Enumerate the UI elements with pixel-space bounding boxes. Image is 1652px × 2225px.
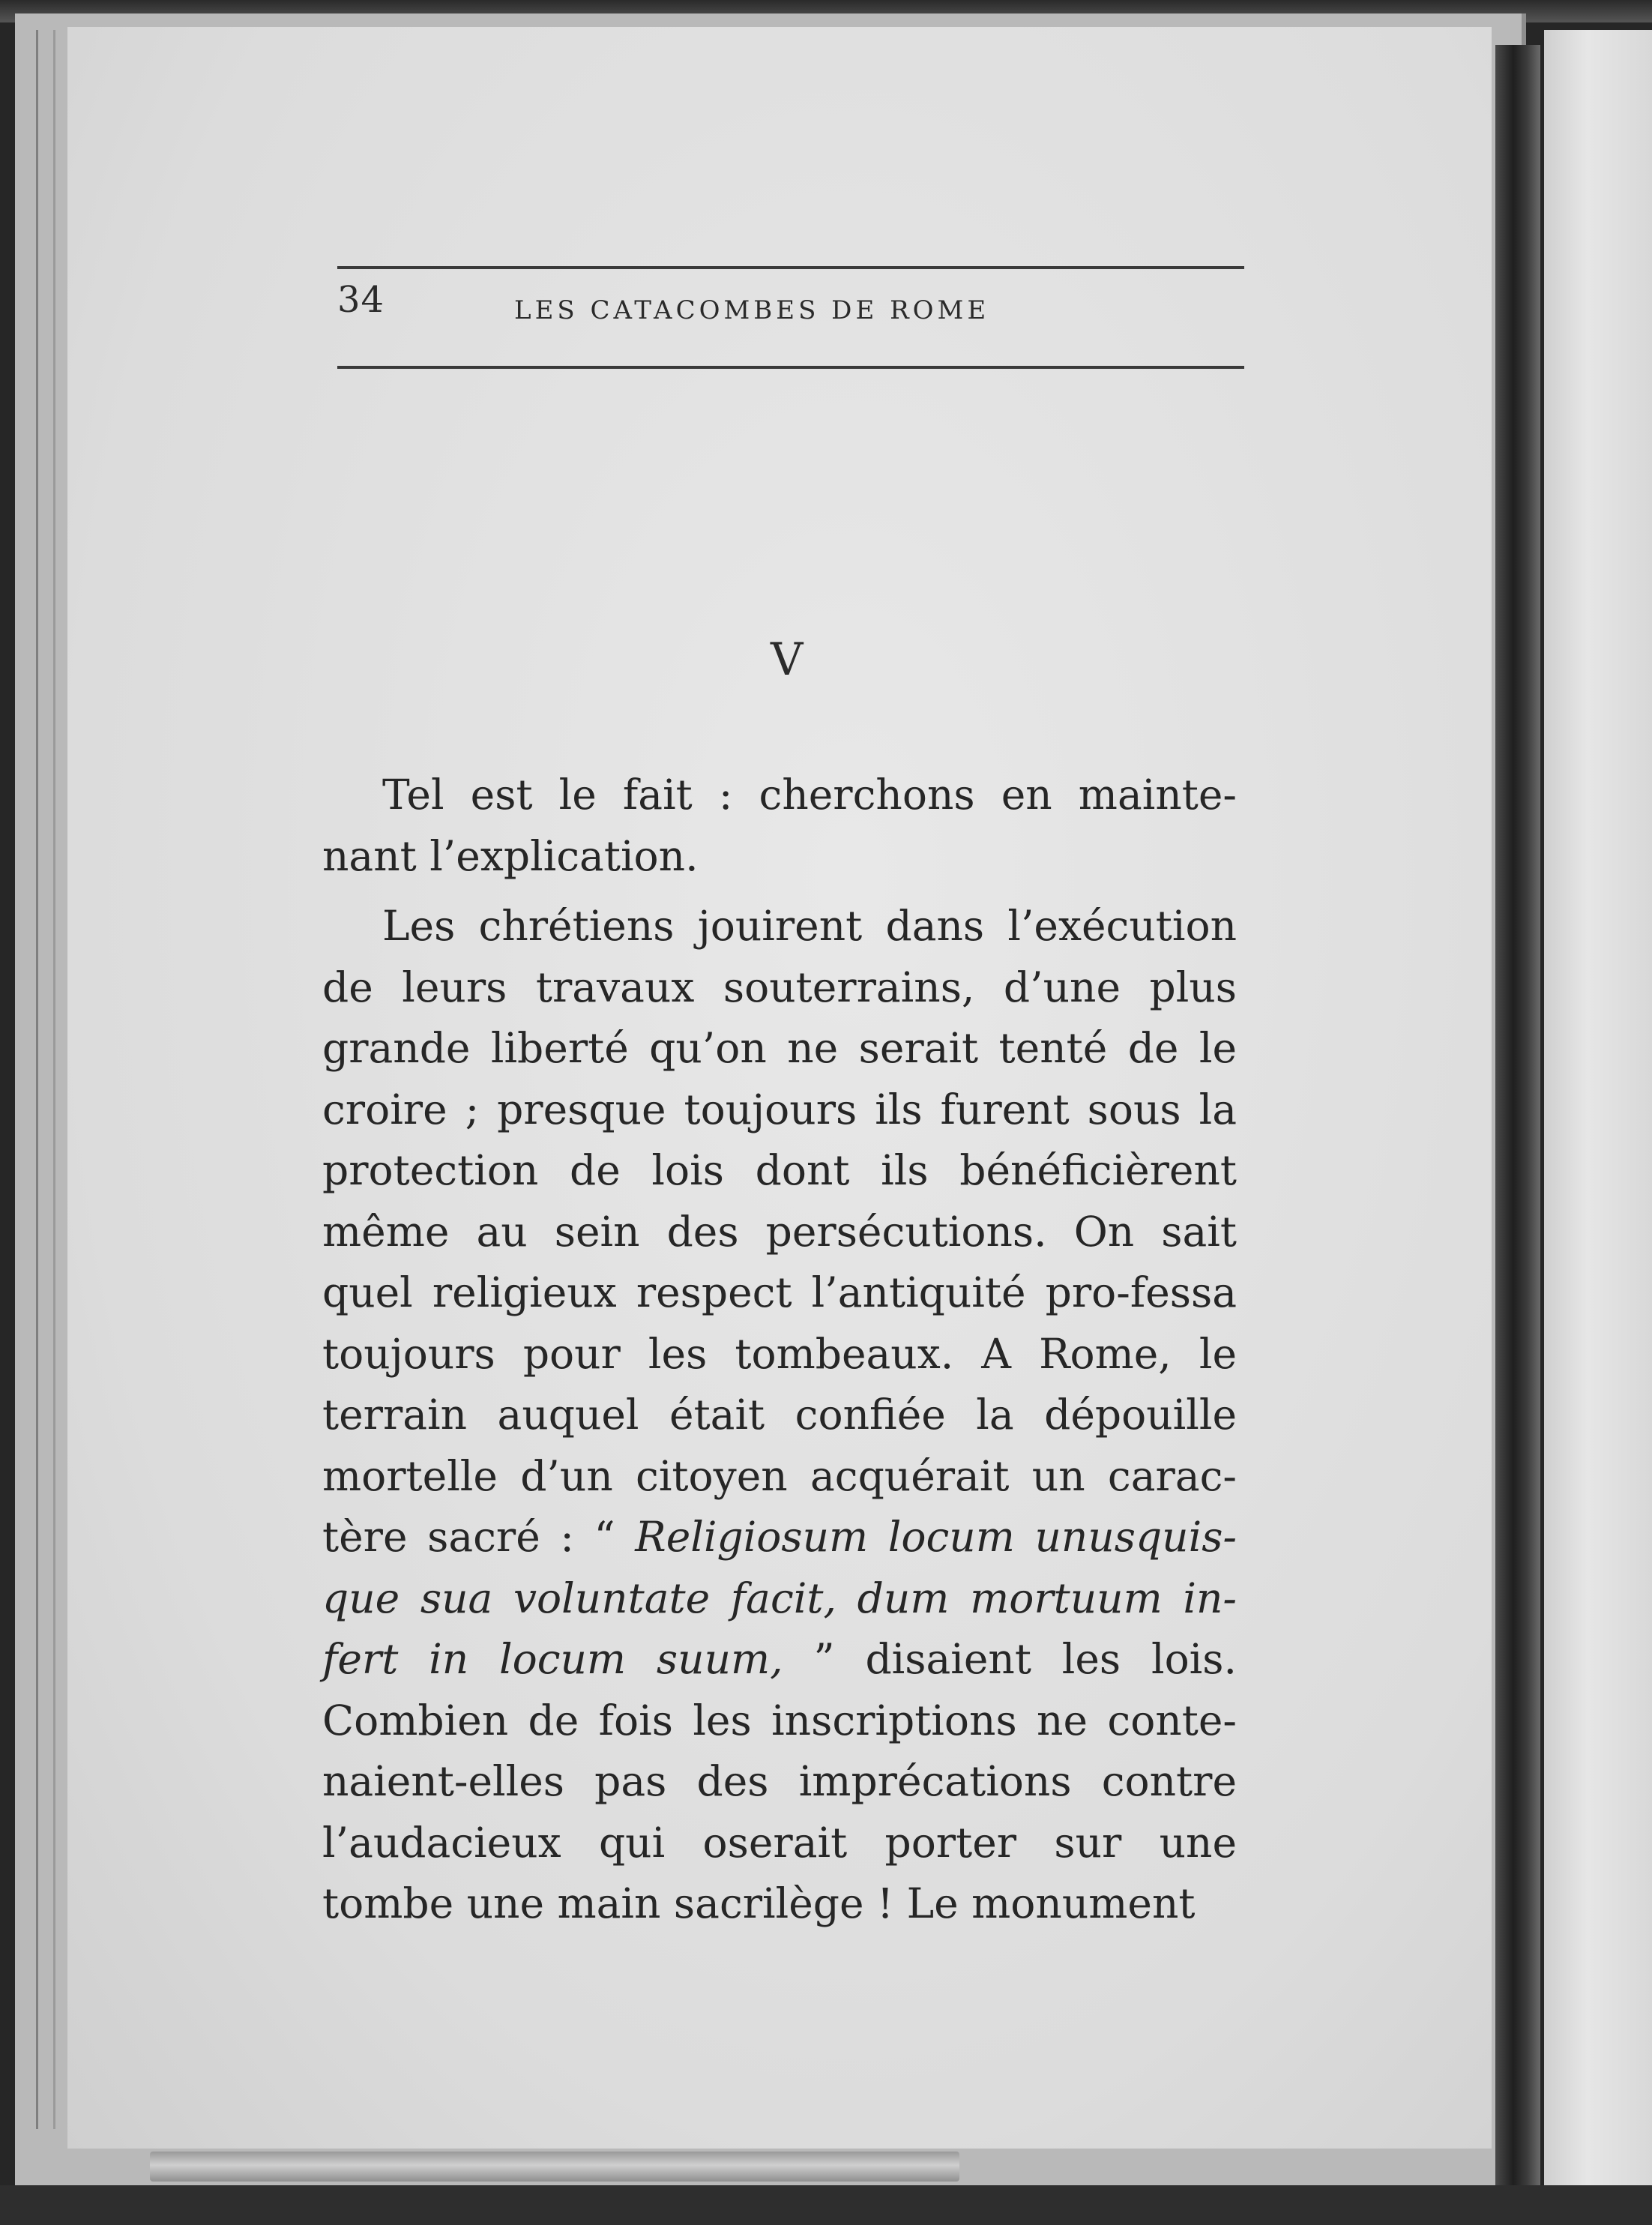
running-title: LES CATACOMBES DE ROME: [514, 295, 990, 325]
page-number: 34: [337, 279, 385, 321]
facing-page-strip: [1544, 30, 1652, 2189]
book-spine-shadow: [1495, 45, 1540, 2189]
paragraph-2-text-a: Les chrétiens jouirent dans l’exécution de leurs travaux souterrains, d’une plus grande liberté qu’on ne serait tenté de le croire ; presque toujours ils furent sous la protection de lois dont ils bénéficièrent même au sein des persécutions. On sait quel religieux respect l’antiquité pro-fessa toujours pour les tombeaux. A Rome, le terrain auquel était confiée la dépouille mortelle d’un citoyen acquérait un carac-tère sacré : “: [322, 902, 1237, 1561]
paragraph-1: Tel est le fait : cherchons en mainte-nant l’explication.: [322, 771, 1237, 880]
chapter-numeral: V: [771, 633, 804, 686]
scan-bottom-edge: [0, 2185, 1652, 2225]
header-rule-bottom: [337, 366, 1244, 369]
body-text: [322, 765, 1237, 1935]
paragraph-2: [322, 896, 1237, 1935]
latin-quotation: Religiosum locum unusquis-que sua voluntate facit, dum mortuum in-fert in locum suum,: [322, 1513, 1237, 1683]
scanner-bottom-bar: [150, 2152, 959, 2182]
paragraph-2-text-b: ” disaient les lois. Combien de fois les inscriptions ne conte-naient-elles pas des imprécations contre l’audacieux qui oserait porter sur une tombe une main sacrilège ! Le monument: [322, 1635, 1237, 1927]
header-rule-top: [337, 266, 1244, 269]
page-stack-edge: [36, 30, 55, 2129]
